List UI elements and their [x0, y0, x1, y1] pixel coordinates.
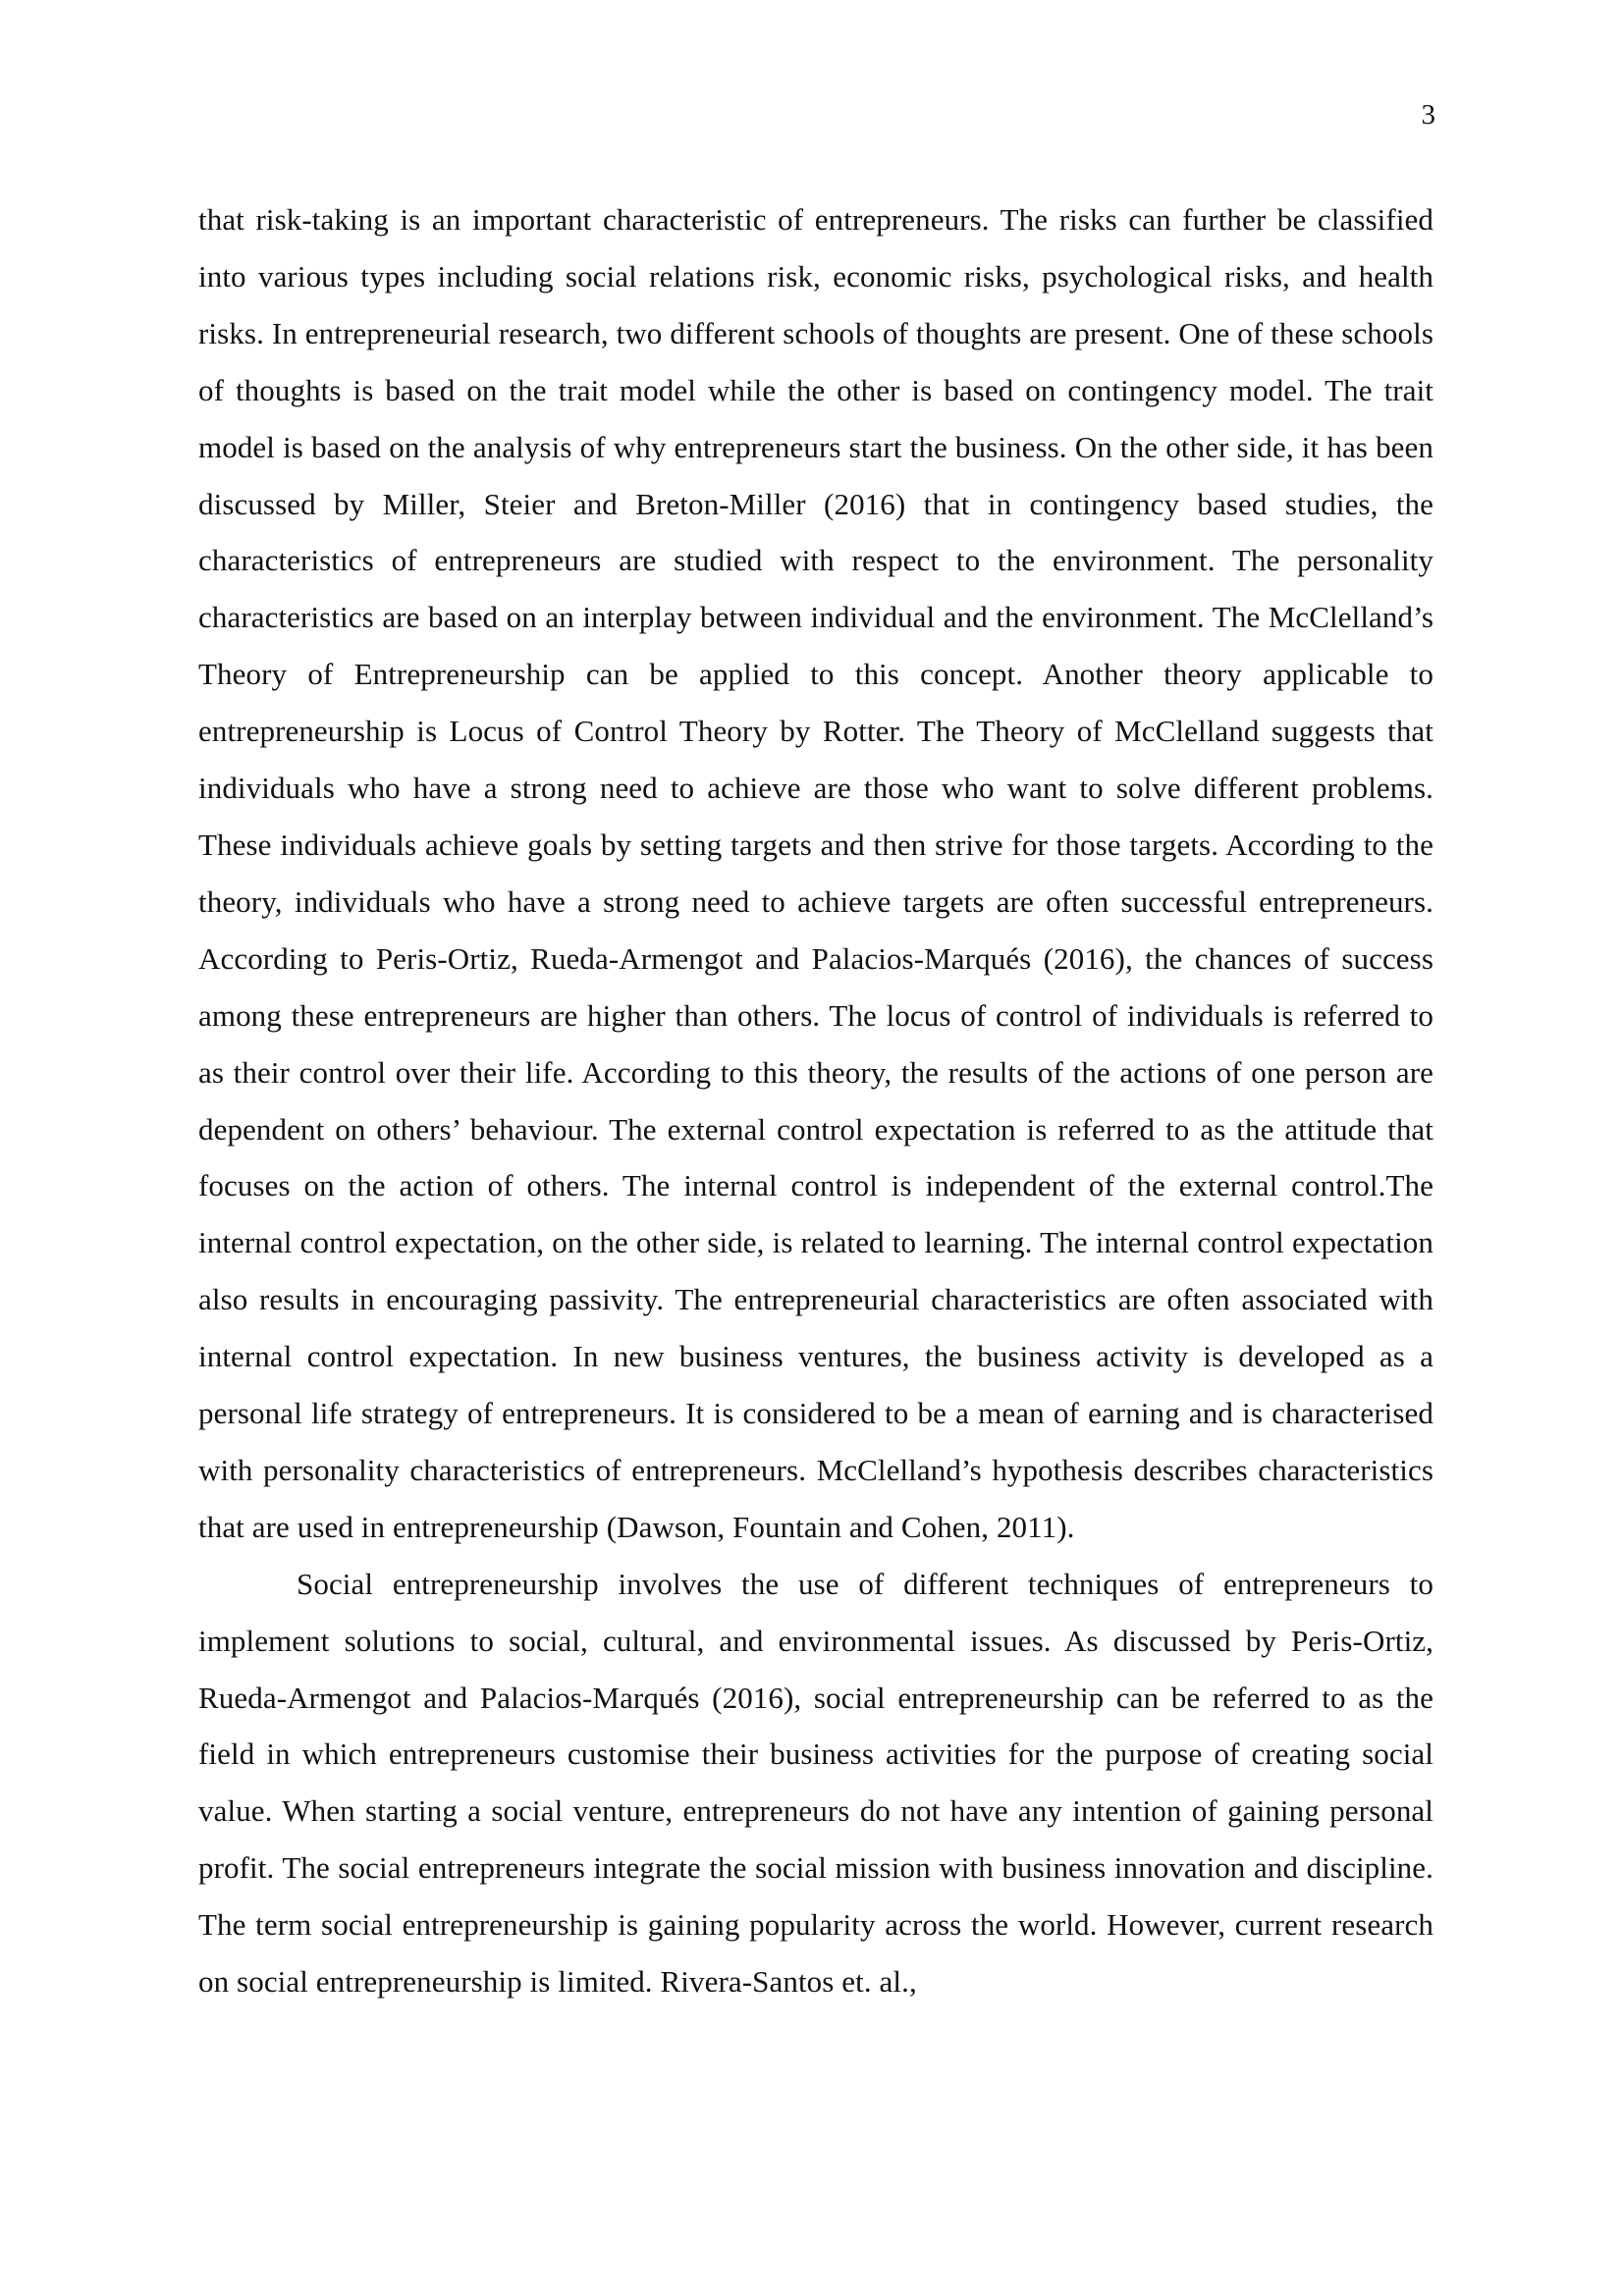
- body-text: [198, 191, 1434, 2010]
- paragraph-continuation: that risk-taking is an important characteristic of entrepreneurs. The risks can further be classified into various types including social relations risk, economic risks, psychological risks, and health risks. In entrepreneurial research, two different schools of thoughts are present. One of these schools of thoughts is based on the trait model while the other is based on contingency model. The trait model is based on the analysis of why entrepreneurs start the business. On the other side, it has been discussed by Miller, Steier and Breton-Miller (2016) that in contingency based studies, the characteristics of entrepreneurs are studied with respect to the environment. The personality characteristics are based on an interplay between individual and the environment. The McClelland’s Theory of Entrepreneurship can be applied to this concept. Another theory applicable to entrepreneurship is Locus of Control Theory by Rotter. The Theory of McClelland suggests that individuals who have a strong need to achieve are those who want to solve different problems. These individuals achieve goals by setting targets and then strive for those targets. According to the theory, individuals who have a strong need to achieve targets are often successful entrepreneurs. According to Peris-Ortiz, Rueda-Armengot and Palacios-Marqués (2016), the chances of success among these entrepreneurs are higher than others. The locus of control of individuals is referred to as their control over their life. According to this theory, the results of the actions of one person are dependent on others’ behaviour. The external control expectation is referred to as the attitude that focuses on the action of others. The internal control is independent of the external control.The internal control expectation, on the other side, is related to learning. The internal control expectation also results in encouraging passivity. The entrepreneurial characteristics are often associated with internal control expectation. In new business ventures, the business activity is developed as a personal life strategy of entrepreneurs. It is considered to be a mean of earning and is characterised with personality characteristics of entrepreneurs. McClelland’s hypothesis describes characteristics that are used in entrepreneurship (Dawson, Fountain and Cohen, 2011).: [198, 202, 1434, 1544]
- page-number: 3: [1421, 99, 1435, 131]
- paragraph-social-entrepreneurship: Social entrepreneurship involves the use of different techniques of entrepreneurs to implement solutions to social, cultural, and environmental issues. As discussed by Peris-Ortiz, Rueda-Armengot and Palacios-Marqués (2016), social entrepreneurship can be referred to as the field in which entrepreneurs customise their business activities for the purpose of creating social value. When starting a social venture, entrepreneurs do not have any intention of gaining personal profit. The social entrepreneurs integrate the social mission with business innovation and discipline. The term social entrepreneurship is gaining popularity across the world. However, current research on social entrepreneurship is limited. Rivera-Santos et. al.,: [198, 1566, 1434, 2000]
